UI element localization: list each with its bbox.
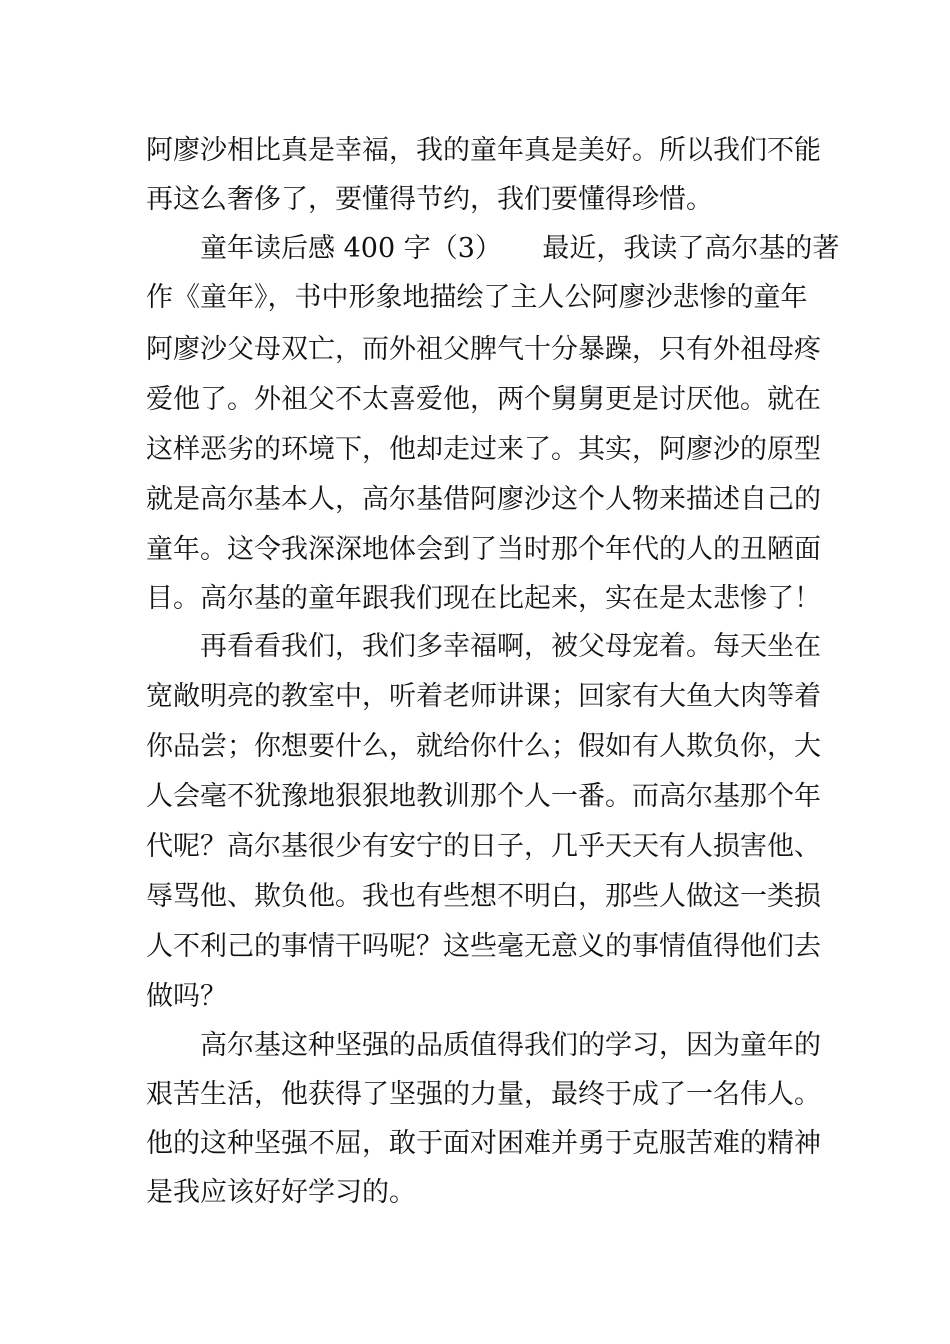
text-line: 就是高尔基本人，高尔基借阿廖沙这个人物来描述自己的	[146, 484, 821, 515]
text-line: 爱他了。外祖父不太喜爱他，两个舅舅更是讨厌他。就在	[146, 384, 821, 415]
text-line: 再这么奢侈了，要懂得节约，我们要懂得珍惜。	[146, 184, 713, 215]
text-line: 童年读后感 400 字（3） 最近，我读了高尔基的著	[200, 233, 840, 264]
text-line: 目。高尔基的童年跟我们现在比起来，实在是太悲惨了！	[146, 583, 821, 614]
text-line: 这样恶劣的环境下，他却走过来了。其实，阿廖沙的原型	[146, 434, 821, 465]
text-line: 宽敞明亮的教室中，听着老师讲课；回家有大鱼大肉等着	[146, 681, 821, 712]
text-line: 阿廖沙父母双亡，而外祖父脾气十分暴躁，只有外祖母疼	[146, 334, 821, 365]
text-line: 他的这种坚强不屈，敢于面对困难并勇于克服苦难的精神	[146, 1128, 821, 1159]
text-line: 高尔基这种坚强的品质值得我们的学习，因为童年的	[200, 1030, 821, 1061]
text-line: 做吗？	[146, 981, 227, 1012]
text-line: 你品尝；你想要什么，就给你什么；假如有人欺负你，大	[146, 731, 821, 762]
text-line: 辱骂他、欺负他。我也有些想不明白，那些人做这一类损	[146, 881, 821, 912]
text-line: 再看看我们，我们多幸福啊，被父母宠着。每天坐在	[200, 631, 821, 662]
text-line: 是我应该好好学习的。	[146, 1177, 416, 1208]
text-line: 童年。这令我深深地体会到了当时那个年代的人的丑陋面	[146, 534, 821, 565]
text-line: 人不利己的事情干吗呢？这些毫无意义的事情值得他们去	[146, 931, 821, 962]
text-line: 代呢？高尔基很少有安宁的日子，几乎天天有人损害他、	[146, 831, 821, 862]
text-line: 人会毫不犹豫地狠狠地教训那个人一番。而高尔基那个年	[146, 781, 821, 812]
text-line: 阿廖沙相比真是幸福，我的童年真是美好。所以我们不能	[146, 135, 821, 166]
text-line: 作《童年》，书中形象地描绘了主人公阿廖沙悲惨的童年	[146, 282, 808, 313]
text-line: 艰苦生活，他获得了坚强的力量，最终于成了一名伟人。	[146, 1079, 821, 1110]
